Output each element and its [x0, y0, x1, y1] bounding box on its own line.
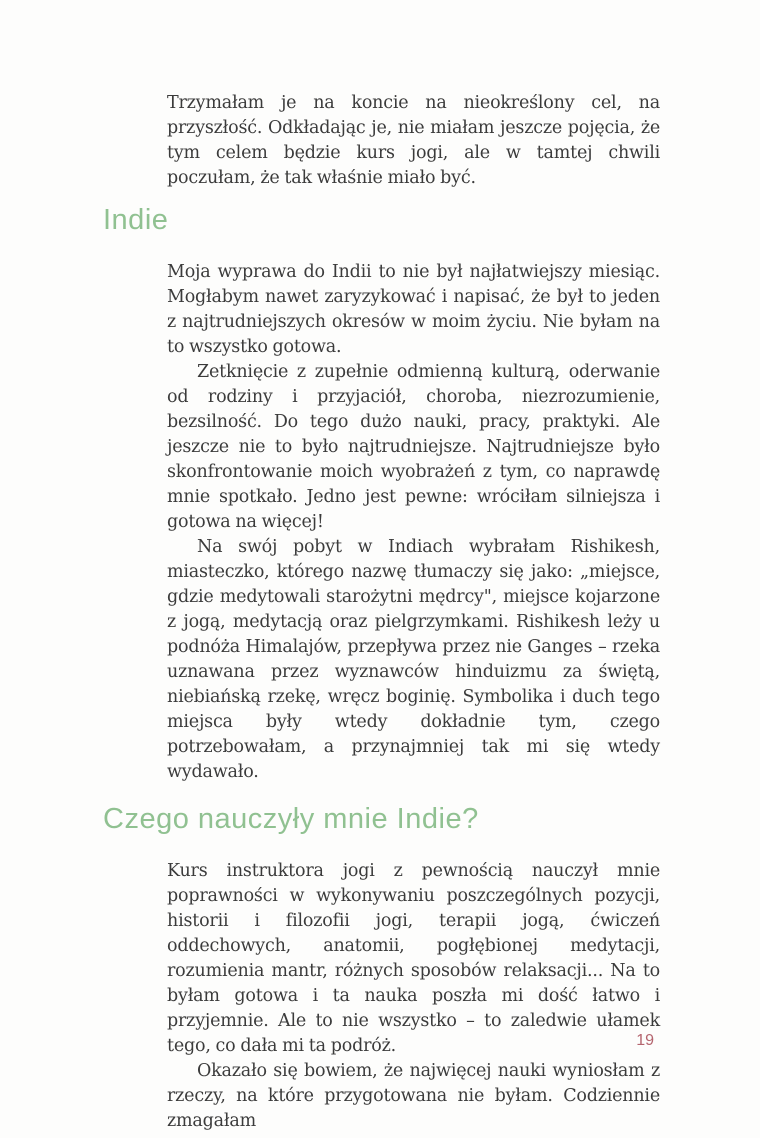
body-paragraph: Na swój pobyt w Indiach wybrałam Rishikesh, miasteczko, którego nazwę tłumaczy się jako: „miejsce, gdzie medytowali starożytni mędrcy", miejsce kojarzone z jogą, medytacją oraz pielgrzymkami. Rishikesh leży u podnóża Himalajów, przepływa przez nie Ganges – rzeka uznawana przez wyznawców hinduizmu za świętą, niebiańską rzekę, wręcz boginię. Symbolika i duch tego miejsca były wtedy dokładnie tym, czego potrzebowałam, a przynajmniej tak mi się wtedy wydawało.: [167, 537, 660, 782]
section-heading-czego-nauczyly: Czego nauczyły mnie Indie?: [103, 803, 479, 835]
page-number: 19: [636, 1032, 654, 1049]
chapter-heading-indie: Indie: [103, 204, 169, 236]
body-paragraph: Moja wyprawa do Indii to nie był najłatwiejszy miesiąc. Mogłabym nawet zaryzykować i napisać, że był to jeden z najtrudniejszych okresów w moim życiu. Nie byłam na to wszystko gotowa.: [167, 262, 660, 357]
body-paragraph: Kurs instruktora jogi z pewnością nauczył mnie poprawności w wykonywaniu poszczególnych pozycji, historii i filozofii jogi, terapii jogą, ćwiczeń oddechowych, anatomii, pogłębionej medytacji, rozumienia mantr, różnych sposobów relaksacji... Na to byłam gotowa i ta nauka poszła mi dość łatwo i przyjemnie. Ale to nie wszystko – to zaledwie ułamek tego, co dała mi ta podróż.: [167, 861, 660, 1056]
body-paragraph-intro: Trzymałam je na koncie na nieokreślony cel, na przyszłość. Odkładając je, nie miałam jeszcze pojęcia, że tym celem będzie kurs jogi, ale w tamtej chwili poczułam, że tak właśnie miało być.: [167, 93, 660, 188]
body-paragraph: Okazało się bowiem, że najwięcej nauki wyniosłam z rzeczy, na które przygotowana nie byłam. Codziennie zmagałam: [167, 1061, 660, 1131]
body-paragraph: Zetknięcie z zupełnie odmienną kulturą, oderwanie od rodziny i przyjaciół, choroba, niezrozumienie, bezsilność. Do tego dużo nauki, pracy, praktyki. Ale jeszcze nie to było najtrudniejsze. Najtrudniejsze było skonfrontowanie moich wyobrażeń z tym, co naprawdę mnie spotkało. Jedno jest pewne: wróciłam silniejsza i gotowa na więcej!: [167, 362, 660, 532]
